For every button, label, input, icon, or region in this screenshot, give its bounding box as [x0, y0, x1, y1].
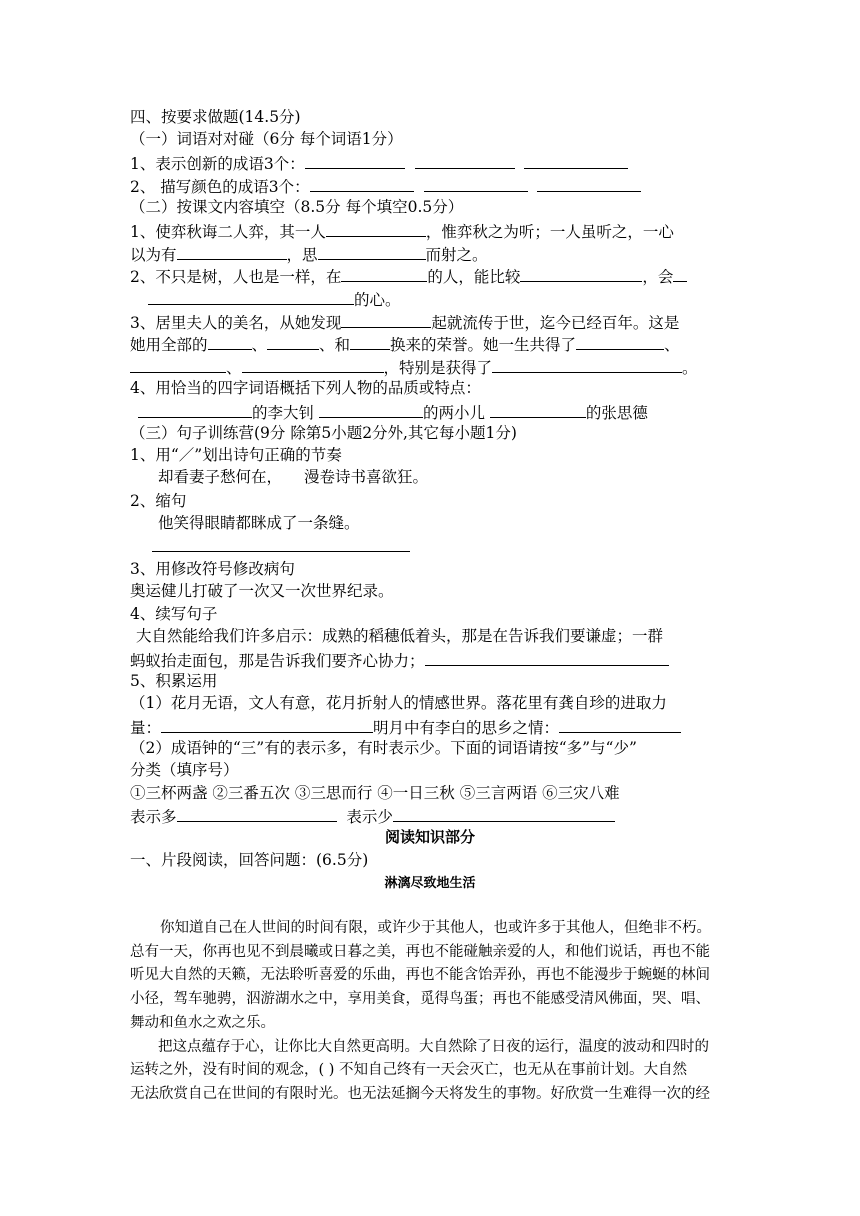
answer-blank[interactable] [161, 715, 373, 733]
question-line: 以为有 ，思 而射之。 [130, 242, 488, 266]
question-title: 1、用“／”划出诗句正确的节奏 [130, 446, 342, 464]
article-line: 舞动和鱼水之欢之乐。 [130, 1015, 275, 1031]
answer-blank[interactable] [520, 264, 642, 282]
question-line: 3、居里夫人的美名，从她发现 起就流传于世，迄今已经百年。这是 [130, 310, 679, 334]
answer-blank[interactable] [673, 264, 687, 282]
answer-blank[interactable] [319, 400, 423, 418]
article-title: 淋漓尽致地生活 [384, 876, 476, 891]
article-line: 运转之外，没有时间的观念，( ) 不知自己终有一天会灭亡，也无从在事前计划。大自然 [130, 1062, 688, 1078]
answer-blank[interactable] [130, 355, 226, 373]
sentence: （2）成语钟的“三”有的表示多，有时表示少。下面的词语请按“多”与“少” [130, 739, 637, 757]
article-line: 无法欣赏自己在世间的有限时光。也无法延搁今天将发生的事物。好欣赏一生难得一次的经 [130, 1086, 710, 1102]
question-title: 5、积累运用 [130, 672, 218, 690]
reading-title: 阅读知识部分 [384, 828, 475, 846]
section-title: 四、按要求做题(14.5分) [130, 108, 301, 126]
article-line: 你知道自己在人世间的时间有限，或许少于其他人，也或许多于其他人，但绝非不朽。 [160, 920, 711, 936]
answer-blank[interactable] [341, 310, 431, 328]
answer-blank[interactable] [152, 534, 410, 552]
question-line: 2、不只是树，人也是一样，在 的人，能比较 ，会 [130, 264, 687, 288]
answer-blank[interactable] [177, 804, 337, 822]
question-line [152, 534, 410, 558]
answer-blank[interactable] [177, 242, 287, 260]
part1-title: （一）词语对对碰（6分 每个词语1分） [130, 130, 403, 148]
question-line: 1、使弈秋诲二人弈，其一人 ，惟弈秋之为听；一人虽听之，一心 [130, 219, 674, 243]
sentence: 大自然能给我们许多启示：成熟的稻穗低着头，那是在告诉我们要谦虚；一群 [136, 627, 664, 645]
answer-blank[interactable] [341, 264, 427, 282]
question-line: 1、表示创新的成语3个： [130, 151, 628, 175]
answer-blank[interactable] [305, 151, 405, 169]
answer-blank[interactable] [350, 332, 390, 350]
question-line: 的心。 [148, 287, 401, 311]
sentence: 分类（填序号） [130, 761, 239, 779]
answer-blank[interactable] [138, 400, 252, 418]
answer-blank[interactable] [318, 242, 426, 260]
question-line: 蚂蚁抬走面包，那是告诉我们要齐心协力； [130, 648, 669, 672]
question-title: 3、用修改符号修改病句 [130, 560, 295, 578]
answer-blank[interactable] [537, 174, 641, 192]
answer-blank[interactable] [242, 355, 384, 373]
article-line: 听见大自然的天籁，无法聆听喜爱的乐曲，再也不能含饴弄孙，再也不能漫步于蜿蜒的林间 [130, 967, 710, 983]
reading-section-title: 一、片段阅读，回答问题：(6.5分) [130, 851, 369, 869]
answer-blank[interactable] [492, 355, 682, 373]
answer-blank[interactable] [393, 804, 615, 822]
question-line: 的李大钊 的两小儿 的张思德 [138, 400, 648, 424]
answer-blank[interactable] [310, 174, 414, 192]
article-line: 小径，驾车驰骋，泅游湖水之中，享用美食，觅得鸟蛋；再也不能感受清风佛面，哭、唱、 [130, 991, 710, 1007]
question-line: 、 ，特别是获得了 。 [130, 355, 698, 379]
answer-blank[interactable] [415, 151, 515, 169]
question-line: 表示多 表示少 [130, 804, 615, 828]
article-line: 总有一天，你再也见不到晨曦或日暮之美，再也不能碰触亲爱的人，和他们说话，再也不能 [130, 944, 710, 960]
answer-blank[interactable] [267, 332, 319, 350]
question-line: 她用全部的 、 、和 换来的荣誉。她一生共得了 、 [130, 332, 680, 356]
question-title: 2、缩句 [130, 492, 187, 510]
answer-blank[interactable] [425, 648, 669, 666]
idiom-options: ①三杯两盏 ②三番五次 ③三思而行 ④一日三秋 ⑤三言两语 ⑥三灾八难 [130, 784, 620, 802]
question-line: 量： 明月中有李白的思乡之情： [130, 715, 681, 739]
sentence: （1）花月无语，文人有意，花月折射人的情感世界。落花里有龚自珍的进取力 [130, 694, 667, 712]
question-title: 4、续写句子 [130, 605, 218, 623]
answer-blank[interactable] [490, 400, 586, 418]
answer-blank[interactable] [576, 332, 664, 350]
answer-blank[interactable] [424, 174, 528, 192]
question-line: 4、用恰当的四字词语概括下列人物的品质或特点： [130, 379, 481, 397]
question-line: 2、 描写颜色的成语3个： [130, 174, 641, 198]
answer-blank[interactable] [148, 287, 354, 305]
part2-title: （二）按课文内容填空（8.5分 每个填空0.5分） [130, 198, 464, 216]
part3-title: （三）句子训练营(9分 除第5小题2分外,其它每小题1分) [130, 424, 517, 442]
sentence: 他笑得眼睛都眯成了一条缝。 [158, 514, 360, 532]
answer-blank[interactable] [559, 715, 681, 733]
article-line: 把这点蕴存于心，让你比大自然更高明。大自然除了日夜的运行，温度的波动和四时的 [158, 1039, 709, 1055]
sentence: 奥运健儿打破了一次又一次世界纪录。 [130, 582, 394, 600]
answer-blank[interactable] [524, 151, 628, 169]
answer-blank[interactable] [208, 332, 252, 350]
answer-blank[interactable] [326, 219, 426, 237]
poem-line: 却看妻子愁何在， 漫卷诗书喜欲狂。 [158, 468, 429, 486]
